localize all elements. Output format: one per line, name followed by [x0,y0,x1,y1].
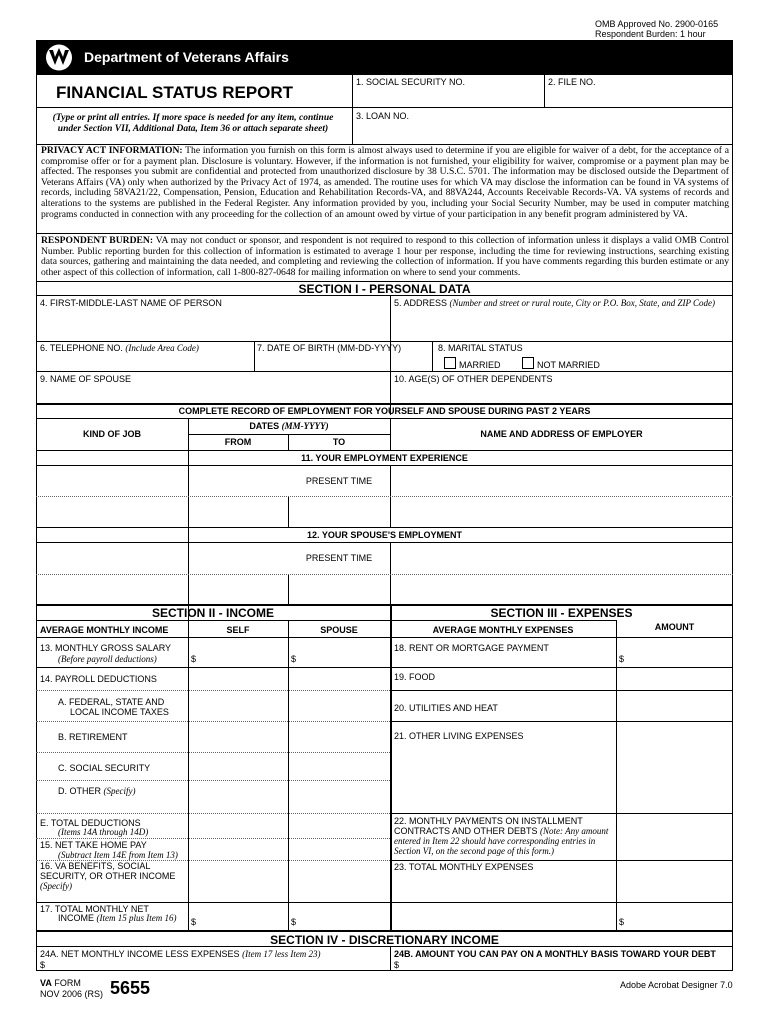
section-1-title: SECTION I - PERSONAL DATA [298,282,471,296]
job-kind-input-2[interactable] [37,543,187,573]
married-label: MARRIED [459,360,501,370]
total-expenses-dollar: $ [619,917,625,927]
privacy-text: The information you furnish on this form is almost always used to determine if you are eligible for waiver of a debt, for the acceptance of a compromise offer or for a payment plan. Disclosure is voluntary. However, if the information is not furnished, your eligibility for waiver, compromise or a payment plan may be affected. The responses you submit are confidential and protected from unauthorized disclosure by 38 U.S.C. 5701. The information may be disclosed outside the Department of Veterans Affairs (VA) only when authorized by the Privacy Act of 1974, as amended. The routine uses for which VA may disclose the information can be found in VA systems of records, including 58VA21/22, Compensation, Pension, Education and Rehabilitation Records-VA, and 88VA244, Accounts Receivable Records-VA. VA systems of records and alterations to the systems are published in the Federal Register. Any information provided by you, including your Social Security Number, may be used in computer matching programs conducted in connection with any proceeding for the collection of an amount owed by virtue of your participation in any benefit program administered by VA. [41,145,729,220]
employer-header: NAME AND ADDRESS OF EMPLOYER [480,429,643,439]
monthly-payment-label: 24B. AMOUNT YOU CAN PAY ON A MONTHLY BASIS TOWARD YOUR DEBT [394,949,716,959]
header-bar [36,40,733,75]
spouse-name-label: 9. NAME OF SPOUSE [40,374,132,384]
privacy-act-block [41,146,729,220]
married-checkbox[interactable] [444,357,456,369]
total-deductions-label: E. TOTAL DEDUCTIONS [40,818,141,828]
employer-input-2[interactable] [391,543,732,603]
gross-salary-spouse-input[interactable] [299,639,389,665]
taxes-label-2: LOCAL INCOME TAXES [70,707,169,717]
form-number: 5655 [110,978,151,998]
address-label: 5. ADDRESS (Number and street or rural route, City or P.O. Box, State, and ZIP Code) [394,298,716,308]
not-married-label: NOT MARRIED [537,360,600,370]
taxes-label-1: A. FEDERAL, STATE AND [58,697,165,707]
form-date: NOV 2006 (RS) [40,989,104,999]
dates-header: DATES (MM-YYYY) [249,421,329,431]
your-employment-label: 11. YOUR EMPLOYMENT EXPERIENCE [301,453,468,463]
spouse-name-input[interactable] [37,385,389,403]
telephone-input[interactable] [37,354,253,370]
dob-label: 7. DATE OF BIRTH (MM-DD-YYYY) [257,343,402,353]
dob-input[interactable] [255,354,389,370]
net-take-home-label: 15. NET TAKE HOME PAY [40,840,147,850]
total-expenses-label: 23. TOTAL MONTHLY EXPENSES [394,862,534,872]
ssn-label: 1. SOCIAL SECURITY NO. [356,77,466,87]
gross-salary-self-dollar: $ [191,654,197,664]
net-income-dollar: $ [40,960,46,970]
present-time-1: PRESENT TIME [305,476,373,486]
section-4-title: SECTION IV - DISCRETIONARY INCOME [270,933,499,947]
kind-of-job-header: KIND OF JOB [82,429,141,439]
telephone-label: 6. TELEPHONE NO. (Include Area Code) [40,343,199,353]
spouse-employment-label: 12. YOUR SPOUSE'S EMPLOYMENT [306,530,462,540]
ssn-input[interactable] [353,88,543,106]
respondent-burden-time: Respondent Burden: 1 hour [595,29,706,39]
net-income-input[interactable] [48,958,388,970]
respondent-burden-block [41,236,729,278]
rent-input[interactable] [627,639,732,665]
job-kind-input-1[interactable] [37,466,187,495]
utilities-label: 20. UTILITIES AND HEAT [394,703,498,713]
employer-input-1[interactable] [391,466,732,526]
food-label: 19. FOOD [394,672,436,682]
not-married-checkbox[interactable] [522,357,534,369]
installment-note-3: Section VI, on the second page of this form.) [394,846,554,856]
section-2-title: SECTION II - INCOME [151,606,274,620]
department-name: Department of Veterans Affairs [84,49,289,65]
section-3-title: SECTION III - EXPENSES [490,606,633,620]
spouse-header: SPOUSE [320,625,358,635]
gross-salary-self-input[interactable] [199,639,287,665]
va-logo-icon [42,44,76,71]
to-header: TO [332,437,346,447]
instructions: (Type or print all entries. If more space is needed for any item, continue under Section VII, Additional Data, Item 36 or attach separate sheet) [52,113,334,135]
retirement-label: B. RETIREMENT [58,732,128,742]
dependents-input[interactable] [391,385,732,403]
va-benefits-label-1: 16. VA BENEFITS, SOCIAL [40,861,151,871]
amount-header: AMOUNT [654,622,695,632]
privacy-heading: PRIVACY ACT INFORMATION: [41,145,183,156]
burden-text: VA may not conduct or sponsor, and respondent is not required to respond to this collection of information unless it displays a valid OMB Control Number. Public reporting burden for this collection of information is estimated to average 1 hour per response, including the time for reviewing instructions, searching existing data sources, gathering and maintaining the data needed, and completing and reviewing the collection of information. If you have comments regarding this burden estimate or any other aspect of this collection of information, call 1-800-827-0648 for mailing information on where to send your comments. [41,235,729,278]
present-time-2: PRESENT TIME [305,553,373,563]
avg-monthly-expenses-header: AVERAGE MONTHLY EXPENSES [432,625,574,635]
other-living-label: 21. OTHER LIVING EXPENSES [394,731,524,741]
designer-credit: Adobe Acrobat Designer 7.0 [620,980,733,990]
employment-title: COMPLETE RECORD OF EMPLOYMENT FOR YOURSELF AND SPOUSE DURING PAST 2 YEARS [178,406,591,416]
loan-no-input[interactable] [353,122,732,143]
from-header: FROM [224,437,252,447]
avg-monthly-income-header: AVERAGE MONTHLY INCOME [40,625,169,635]
file-no-input[interactable] [545,88,732,106]
va-benefits-label-2: SECURITY, OR OTHER INCOME [40,871,176,881]
total-net-income-label-2: INCOME (Item 15 plus Item 16) [58,913,177,923]
rent-dollar: $ [619,654,625,664]
net-take-home-note: (Subtract Item 14E from Item 13) [58,850,178,860]
file-no-label: 2. FILE NO. [548,77,596,87]
gross-salary-label: 13. MONTHLY GROSS SALARY [40,643,172,653]
loan-no-label: 3. LOAN NO. [356,111,410,121]
installment-label-1: 22. MONTHLY PAYMENTS ON INSTALLMENT [394,816,583,826]
installment-label-2: CONTRACTS AND OTHER DEBTS (Note: Any amount [394,826,609,836]
marital-status-label: 8. MARITAL STATUS [438,343,523,353]
name-label: 4. FIRST-MIDDLE-LAST NAME OF PERSON [40,298,222,308]
form-title: FINANCIAL STATUS REPORT [56,83,294,102]
total-income-self-dollar: $ [191,917,197,927]
other-deductions-label: D. OTHER (Specify) [58,786,136,796]
net-income-less-expenses-label: 24A. NET MONTHLY INCOME LESS EXPENSES (Item 17 less Item 23) [40,949,321,959]
gross-salary-note: (Before payroll deductions) [58,654,157,664]
rent-label: 18. RENT OR MORTGAGE PAYMENT [394,643,549,653]
monthly-payment-dollar: $ [394,960,400,970]
total-net-income-label-1: 17. TOTAL MONTHLY NET [40,904,149,914]
omb-approved: OMB Approved No. 2900-0165 [595,19,719,29]
dependents-label: 10. AGE(S) OF OTHER DEPENDENTS [394,374,553,384]
form-label: VA FORM [40,978,81,988]
total-income-spouse-dollar: $ [291,917,297,927]
social-security-label: C. SOCIAL SECURITY [58,763,151,773]
payroll-deductions-label: 14. PAYROLL DEDUCTIONS [40,674,157,684]
burden-heading: RESPONDENT BURDEN: [41,235,154,246]
self-header: SELF [226,625,250,635]
name-input[interactable] [37,310,389,340]
monthly-payment-input[interactable] [402,958,732,970]
va-benefits-note: (Specify) [40,881,72,891]
total-deductions-note: (Items 14A through 14D) [58,827,149,837]
installment-note-2: entered in Item 22 should have corresponding entries in [394,836,596,846]
gross-salary-spouse-dollar: $ [291,654,297,664]
address-input[interactable] [391,310,732,340]
